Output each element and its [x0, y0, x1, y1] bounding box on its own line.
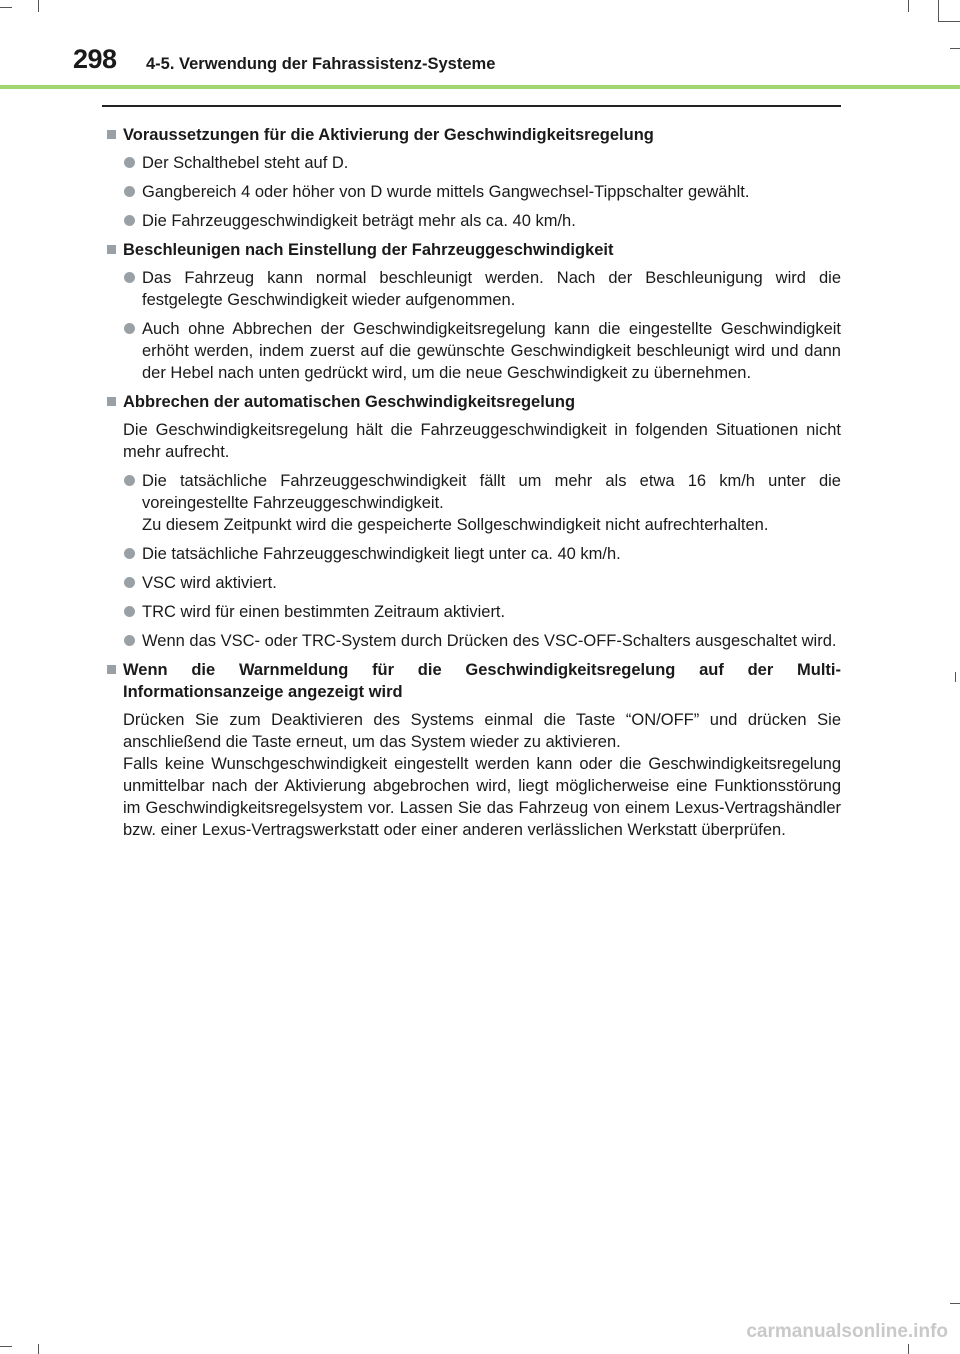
- section-heading: Wenn die Warnmeldung für die Geschwindigkeitsregelung auf der Multi-Informationsanzeige angezeigt wird: [106, 659, 841, 703]
- list-item: [123, 470, 841, 536]
- list-item: Der Schalthebel steht auf D.: [123, 152, 841, 174]
- paragraph-line: Falls keine Wunschgeschwindigkeit eingestellt werden kann oder die Geschwindigkeitsregelung unmittelbar nach der Aktivierung abgebrochen wird, liegt möglicherweise eine Funktionsstörung im Geschwindigkeitsregelsystem vor. Lassen Sie das Fahrzeug von einem Lexus-Vertragshändler bzw. einer Lexus-Vertragswerkstatt oder einer anderen verlässlichen Werkstatt überprüfen.: [123, 755, 841, 839]
- list-item: Das Fahrzeug kann normal beschleunigt werden. Nach der Beschleunigung wird die festgelegte Geschwindigkeit wieder aufgenommen.: [123, 267, 841, 311]
- list-item-text: Die tatsächliche Fahrzeuggeschwindigkeit fällt um mehr als etwa 16 km/h unter die voreingestellte Fahrzeuggeschwindigkeit.: [142, 472, 841, 512]
- paragraph-line: Drücken Sie zum Deaktivieren des Systems einmal die Taste “ON/OFF” und drücken Sie anschließend die Taste erneut, um das System wieder zu aktivieren.: [123, 711, 841, 751]
- crop-mark: [0, 7, 12, 8]
- paragraph: Die Geschwindigkeitsregelung hält die Fahrzeuggeschwindigkeit in folgenden Situationen nicht mehr aufrecht.: [123, 421, 841, 461]
- list-item: Die Fahrzeuggeschwindigkeit beträgt mehr als ca. 40 km/h.: [123, 210, 841, 232]
- crop-mark: [908, 1344, 909, 1354]
- list-item: Auch ohne Abbrechen der Geschwindigkeitsregelung kann die eingestellte Geschwindigkeit erhöht werden, indem zuerst auf die gewünschte Geschwindigkeit beschleunigt wird und dann der Hebel nach unten gedrückt wird, um die neue Geschwindigkeit zu übernehmen.: [123, 318, 841, 384]
- list-item: Wenn das VSC- oder TRC-System durch Drücken des VSC-OFF-Schalters ausgeschaltet wird.: [123, 630, 841, 652]
- crop-mark: [950, 1303, 960, 1304]
- crop-mark: [38, 0, 39, 12]
- page-number: 298: [73, 44, 117, 74]
- list-item: TRC wird für einen bestimmten Zeitraum aktiviert.: [123, 601, 841, 623]
- list-item: VSC wird aktiviert.: [123, 572, 841, 594]
- section-heading: Voraussetzungen für die Aktivierung der Geschwindigkeitsregelung: [106, 124, 841, 146]
- list-item-note: Zu diesem Zeitpunkt wird die gespeicherte Sollgeschwindigkeit nicht aufrechterhalten.: [142, 516, 769, 534]
- crop-mark: [955, 672, 956, 682]
- crop-mark: [950, 48, 960, 49]
- section-heading: Abbrechen der automatischen Geschwindigkeitsregelung: [106, 391, 841, 413]
- watermark: carmanualsonline.info: [746, 1321, 948, 1342]
- header-accent-line: [0, 85, 960, 89]
- crop-mark: [38, 1344, 39, 1354]
- section-heading: Beschleunigen nach Einstellung der Fahrzeuggeschwindigkeit: [106, 239, 841, 261]
- crop-mark: [938, 21, 960, 22]
- list-item: Die tatsächliche Fahrzeuggeschwindigkeit liegt unter ca. 40 km/h.: [123, 543, 841, 565]
- paragraph: [123, 709, 841, 841]
- crop-mark: [0, 1346, 12, 1347]
- page-content: [106, 119, 841, 848]
- content-rule: [102, 105, 841, 107]
- crop-mark: [908, 0, 909, 12]
- list-item: Gangbereich 4 oder höher von D wurde mittels Gangwechsel-Tippschalter gewählt.: [123, 181, 841, 203]
- section-title: 4-5. Verwendung der Fahrassistenz-Systeme: [146, 55, 496, 73]
- crop-mark: [938, 0, 939, 22]
